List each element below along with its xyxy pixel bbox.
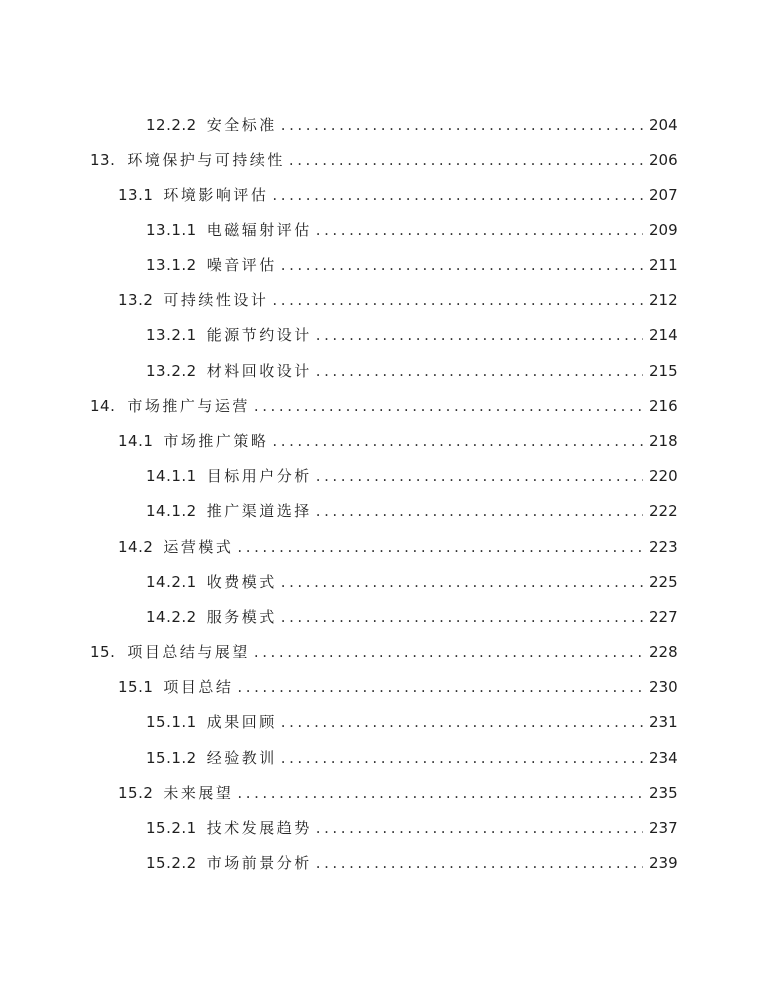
toc-entry-page: 237 <box>649 819 678 837</box>
toc-entry-15-2-2[interactable] <box>146 851 678 875</box>
toc-entry-title: 项目总结 <box>163 678 234 696</box>
toc-entry-title: 成果回顾 <box>206 713 277 731</box>
toc-entry-title: 安全标准 <box>206 116 277 134</box>
toc-entry-page: 220 <box>649 467 678 485</box>
toc-entry-title: 目标用户分析 <box>206 467 312 485</box>
toc-entry-number: 15.1.2 <box>146 749 197 767</box>
toc-entry-number: 15.1.1 <box>146 713 197 731</box>
toc-entry-page: 212 <box>649 291 678 309</box>
toc-entry-page: 228 <box>649 643 678 661</box>
toc-entry-title: 环境影响评估 <box>163 186 269 204</box>
toc-entry-number: 13.2 <box>118 291 154 309</box>
toc-entry-number: 12.2.2 <box>146 116 197 134</box>
toc-entry-title: 噪音评估 <box>206 256 277 274</box>
dot-leader <box>272 288 643 312</box>
toc-entry-page: 225 <box>649 573 678 591</box>
toc-entry-13-2-1[interactable] <box>146 323 678 347</box>
toc-entry-title: 电磁辐射评估 <box>206 221 312 239</box>
toc-entry-page: 214 <box>649 326 678 344</box>
dot-leader <box>281 710 643 734</box>
toc-entry-15-2-1[interactable] <box>146 816 678 840</box>
dot-leader <box>254 394 643 418</box>
toc-entry-title: 可持续性设计 <box>163 291 269 309</box>
dot-leader <box>237 675 643 699</box>
toc-entry-title: 环境保护与可持续性 <box>127 151 285 169</box>
toc-entry-page: 234 <box>649 749 678 767</box>
toc-entry-13-2[interactable] <box>118 288 678 312</box>
toc-entry-title: 材料回收设计 <box>206 362 312 380</box>
toc-entry-page: 239 <box>649 854 678 872</box>
toc-entry-page: 206 <box>649 151 678 169</box>
toc-entry-number: 13. <box>90 151 116 169</box>
dot-leader <box>281 570 643 594</box>
toc-entry-number: 13.2.2 <box>146 362 197 380</box>
dot-leader <box>316 851 643 875</box>
dot-leader <box>316 218 643 242</box>
toc-entry-page: 222 <box>649 502 678 520</box>
toc-entry-number: 14.2 <box>118 538 154 556</box>
toc-entry-page: 218 <box>649 432 678 450</box>
toc-entry-13-2-2[interactable] <box>146 359 678 383</box>
toc-entry-number: 14.1.1 <box>146 467 197 485</box>
dot-leader <box>316 323 643 347</box>
toc-entry-13-1-2[interactable] <box>146 253 678 277</box>
dot-leader <box>289 148 643 172</box>
toc-entry-13[interactable] <box>90 148 678 172</box>
toc-entry-title: 技术发展趋势 <box>206 819 312 837</box>
dot-leader <box>316 499 643 523</box>
toc-entry-title: 项目总结与展望 <box>127 643 250 661</box>
toc-entry-13-1-1[interactable] <box>146 218 678 242</box>
toc-entry-14[interactable] <box>90 394 678 418</box>
toc-entry-number: 13.1.2 <box>146 256 197 274</box>
toc-entry-15[interactable] <box>90 640 678 664</box>
toc-entry-title: 服务模式 <box>206 608 277 626</box>
toc-entry-title: 市场推广与运营 <box>127 397 250 415</box>
dot-leader <box>281 605 643 629</box>
toc-entry-title: 运营模式 <box>163 538 234 556</box>
dot-leader <box>237 535 643 559</box>
toc-entry-number: 13.2.1 <box>146 326 197 344</box>
toc-entry-number: 14.2.1 <box>146 573 197 591</box>
dot-leader <box>316 816 643 840</box>
toc-entry-title: 经验教训 <box>206 749 277 767</box>
dot-leader <box>316 359 643 383</box>
toc-entry-page: 204 <box>649 116 678 134</box>
toc-entry-number: 15.2.2 <box>146 854 197 872</box>
toc-entry-number: 14. <box>90 397 116 415</box>
dot-leader <box>272 183 643 207</box>
toc-entry-number: 14.1.2 <box>146 502 197 520</box>
dot-leader <box>316 464 643 488</box>
toc-entry-title: 推广渠道选择 <box>206 502 312 520</box>
toc-entry-number: 15.2.1 <box>146 819 197 837</box>
toc-entry-page: 207 <box>649 186 678 204</box>
dot-leader <box>281 253 643 277</box>
toc-entry-15-2[interactable] <box>118 781 678 805</box>
toc-entry-page: 215 <box>649 362 678 380</box>
dot-leader <box>254 640 643 664</box>
toc-entry-title: 收费模式 <box>206 573 277 591</box>
toc-entry-14-2[interactable] <box>118 535 678 559</box>
toc-entry-page: 211 <box>649 256 678 274</box>
toc-entry-12-2-2[interactable] <box>146 113 678 137</box>
toc-entry-page: 223 <box>649 538 678 556</box>
toc-entry-number: 15.1 <box>118 678 154 696</box>
toc-entry-15-1[interactable] <box>118 675 678 699</box>
toc-entry-number: 13.1.1 <box>146 221 197 239</box>
toc-entry-title: 未来展望 <box>163 784 234 802</box>
toc-entry-number: 15.2 <box>118 784 154 802</box>
dot-leader <box>237 781 643 805</box>
toc-entry-number: 14.2.2 <box>146 608 197 626</box>
toc-entry-page: 230 <box>649 678 678 696</box>
toc-entry-14-1-1[interactable] <box>146 464 678 488</box>
toc-entry-page: 231 <box>649 713 678 731</box>
dot-leader <box>281 113 643 137</box>
toc-entry-number: 14.1 <box>118 432 154 450</box>
toc-entry-title: 市场前景分析 <box>206 854 312 872</box>
toc-entry-title: 能源节约设计 <box>206 326 312 344</box>
toc-entry-14-1-2[interactable] <box>146 499 678 523</box>
toc-entry-title: 市场推广策略 <box>163 432 269 450</box>
toc-entry-14-1[interactable] <box>118 429 678 453</box>
toc-entry-page: 216 <box>649 397 678 415</box>
toc-entry-number: 15. <box>90 643 116 661</box>
toc-entry-page: 209 <box>649 221 678 239</box>
dot-leader <box>272 429 643 453</box>
toc-entry-page: 235 <box>649 784 678 802</box>
toc-entry-15-1-1[interactable] <box>146 710 678 734</box>
toc-entry-13-1[interactable] <box>118 183 678 207</box>
toc-entry-number: 13.1 <box>118 186 154 204</box>
toc-entry-14-2-2[interactable] <box>146 605 678 629</box>
toc-entry-15-1-2[interactable] <box>146 746 678 770</box>
dot-leader <box>281 746 643 770</box>
toc-entry-page: 227 <box>649 608 678 626</box>
toc-entry-14-2-1[interactable] <box>146 570 678 594</box>
